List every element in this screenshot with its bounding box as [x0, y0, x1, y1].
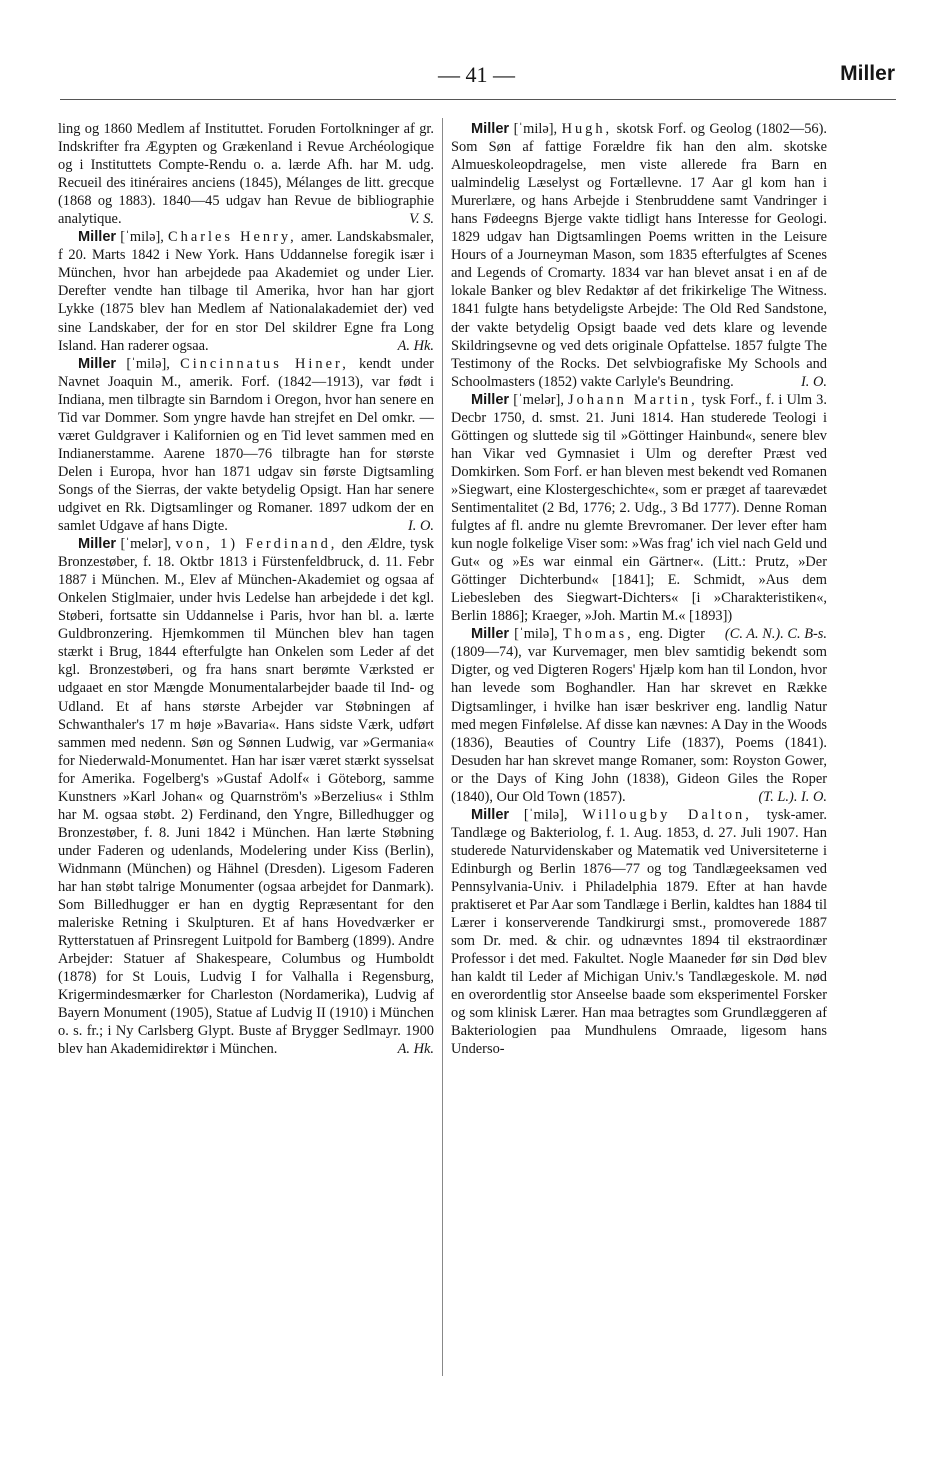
entry-hugh-miller: [451, 120, 827, 391]
entry-name: von, 1) Ferdinand,: [175, 536, 338, 553]
page-header: [58, 58, 895, 94]
entry-name: Johann Martin,: [568, 391, 698, 408]
entry-signature: I. O.: [408, 518, 434, 535]
entry-thomas-miller: [451, 625, 827, 805]
entry-pronunciation: [ˈmilə],: [513, 121, 558, 137]
entry-signature: (T. L.). I. O.: [758, 788, 827, 805]
entry-charles-henry-miller: [58, 228, 434, 354]
entry-text: amer. Landskabsmaler, f 20. Marts 1842 i New York. Hans Uddannelse foregik især i München, hvor han arbejdede paa Akademiet og under Lier. Derefter vendte han tilbage til Amerika, hvor han har gjort Lykke (1875 blev han Medlem af Nationalakademiet der) ved sine Landskaber, der for en stor Del skildrer Egne fra Long Island. Han raderer ogsaa.: [58, 229, 434, 354]
entry-name: Hugh,: [561, 121, 613, 137]
entry-text: tysk Forf., f. i Ulm 3. Decbr 1750, d. smst. 21. Juni 1814. Han studerede Teologi i Göttingen og sluttede sig til »Göttinger Hainbund«, senere blev han Vikar ved Gymnasiet i Ulm og derefter Præst ved Domkirken. Som Forf. er han bleven mest bekendt ved Romanen »Siegwart, eine Klostergeschichte«, som er præget af taarevædet Sentimentalitet (2 Bd, 1776; 2. Udg., 3 Bd 1777). Denne Roman fulgtes af fl. andre nu glemte Brevromaner. Der lever efter ham kun nogle folkelige Viser som: »Was frag' ich viel nach Geld und Gut« og »Es war einmal ein Gärtner«. (Litt.: Prutz, »Der Göttinger Dichterbund« [1841]; E. Schmidt, »Aus dem Liebesleben des Siegwart-Dichters« [i »Charakteristiken«, Berlin 1886]; Kraeger, »Joh. Martin M.« [1893]): [451, 391, 827, 625]
continued-entry: [58, 120, 434, 228]
entry-willougby-miller: [451, 806, 827, 1059]
entry-headword: Miller: [471, 391, 510, 408]
entry-text: den Ældre, tysk Bronzestøber, f. 18. Oktbr 1813 i Fürstenfeldbruck, d. 11. Febr 1887 i München. M., Elev af München-Akademiet og ogsaa af Onkelen Stiglmaier, under hvis Ledelse han arbejdede i det kgl. Støberi, fortsatte sin Uddannelse i Paris, hvor han bl. a. lærte Guldbronzering. Hjemkommen til München blev han tagen stærkt i Brug, 1844 efterfulgte han Onkelen som Leder af det kgl. Bronzestøberi, og fra hans snart berømte Værksted er udgaaet en stor Mængde Monumentalarbejder baade til Ind- og Udland. Et af hans største Arbejder var Støbningen af Schwanthaler's 17 m høje »Bavaria«. Hans sidste Værk, udført sammen med nedenn. Søn og Sønnen Ludwig, var »Germania« for Niederwald-Monumentet. Han har især været stærkt sysselsat for Amerika. Fogelberg's »Gustaf Adolf« i Göteborg, samme Kunstners »Karl Johan« og Quarnström's »Berzelius« i Sthlm har M. ogsaa støbt. 2) Ferdinand, den Yngre, Billedhugger og Bronzestøber, f. 8. Juni 1842 i München. Han lærte Støbning under Faderen og udenlands, Modelering under Kiss (Berlin), Widnmann (München) og Hähnel (Dresden). Ligesom Faderen har han støbt talrige Monumenter (ogsaa arbejdet for Danmark). Som Billedhugger er han en dygtig Repræsentant for den maleriske Retning i Skulpturen. Et af hans Hovedværker er Rytterstatuen af Prinsregent Luitpold for Bamberg (1899). Andre Arbejder: Statuer af Shakespeare, Columbus og Humboldt (1878) for St Louis, Ludvig I for Valhalla i Regensburg, Krigermindesmærker for Charleston (Nordamerika), Ludvig af Bayern Monument (1905), Statue af Ludvig II (1910) i München o. s. fr.; i Ny Carlsberg Glypt. Buste af Brygger Sedlmayr. 1900 blev han Akademidirektør i München.: [58, 536, 434, 1058]
running-head: Miller: [840, 62, 895, 85]
entry-signature: V. S.: [409, 211, 434, 228]
entry-name: Thomas,: [562, 626, 634, 643]
entry-pronunciation: [ˈmilə],: [120, 229, 164, 246]
header-rule: [60, 99, 896, 100]
entry-headword: Miller: [471, 806, 510, 823]
entry-headword: Miller: [78, 229, 117, 246]
entry-text: eng. Digter (1809—74), var Kurvemager, men blev samtidig bekendt som Digter, og ved Digteren Rogers' Hjælp kom han til London, hvor han levede som Boghandler. Han har skrevet en Række Digtsamlinger, i hvilke han især beskriver eng. landlig Natur med megen Finfølelse. Af disse kan nævnes: A Day in the Woods (1836), Beauties of Country Life (1837), Poems (1841). Desuden har han skrevet mange Romaner, som: Royston Gower, or the Days of King John (1838), Gideon Giles the Roper (1840), Our Old Town (1857).: [451, 626, 827, 805]
entry-text: skotsk Forf. og Geolog (1802—56). Som Søn af fattige Forældre fik han den alm. skotske Almueskoleopdragelse, men viste allerede fra Barn en ualmindelig Læselyst og Fortællevne. 17 Aar gl kom han i Murerlære, og hans Arbejde i Stenbruddene samt Vandringer i hans Fødeegns Bjerge vakte tidligt hans Interesse for Geologi. 1829 udgav han Digtsamlingen Poems written in the Leisure Hours of a Journeyman Mason, som 1835 efterfulgtes af Scenes and Legends of Cromarty. 1834 var han blevet ansat i en af de lokale Banker og blev Redaktør af det frikirkelige The Witness. 1841 fulgte hans betydeligste Arbejde: The Old Red Sandstone, der vakte betydelig Opsigt baade ved dets klare og levende Skildringsevne og ved dets originale Opfattelse. 1857 fulgte The Testimony of the Rocks. Det selvbiografiske My Schools and Schoolmasters (1852) vakte Carlyle's Beundring.: [451, 121, 827, 390]
left-column: [58, 120, 434, 1392]
entry-name: Cincinnatus Hiner,: [180, 355, 349, 372]
entry-signature: I. O.: [801, 373, 827, 390]
entry-pronunciation: [ˈmilə],: [126, 355, 170, 372]
entry-headword: Miller: [78, 355, 117, 372]
entry-headword: Miller: [78, 536, 117, 553]
entry-text: ling og 1860 Medlem af Instituttet. Foruden Fortolkninger af gr. Indskrifter fra Ægypten og Grækenland i Revue Archéologique og i Instituttets Compte-Rendu o. a. lærde Afh. har M. udg. Recueil des itinéraires anciens (1845), Mélanges de litt. grecque (1868 og 1883). 1840—45 udgav han Revue de bibliographie analytique.: [58, 121, 434, 228]
entry-name: Charles Henry,: [168, 229, 297, 246]
entry-pronunciation: [ˈmilə],: [514, 626, 558, 643]
entry-name: Willougby Dalton,: [582, 806, 752, 823]
page-number: — 41 —: [438, 62, 515, 87]
entry-signature: (C. A. N.). C. B-s.: [724, 626, 827, 643]
entry-headword: Miller: [471, 121, 510, 137]
entry-headword: Miller: [471, 626, 510, 643]
entry-text: tysk-amer. Tandlæge og Bakteriolog, f. 1. Aug. 1853, d. 27. Juli 1907. Han studerede Naturvidenskaber og Matematik ved Universiteterne i Edinburgh og Berlin 1876—77 og tog Tandlægeeksamen ved Pennsylvania-Univ. i Philadelphia 1879. Efter at han havde praktiseret et Par Aar som Tandlæge i Berlin, kaldtes han 1884 til Lærer i konserverende Tandkirurgi smst., promoverede 1887 som Dr. med. & chir. og udnævntes 1894 til ekstraordinær Professor i det med. Fakultet. Nogle Maaneder før sin Død blev han kaldt til Leder af Michigan Univ.'s Tandlægeskole. M. nød en overordentlig stor Anseelse baade som eksperimentel Forsker og som klinisk Lærer. Han maa betragtes som Grundlæggeren af Bakteriologien paa Mundhulens Omraade, ligesom hans Underso-: [451, 806, 827, 1058]
entry-text: kendt under Navnet Joaquin M., amerik. Forf. (1842—1913), var født i Indiana, men tilbragte sin Barndom i Oregon, hvor han senere en Tid var Dommer. Som yngre havde han strejfet en Del omkr. — været Guldgraver i Kalifornien og en Tid levet sammen med en Indianerstamme. Aarene 1870—76 tilbragte han for største Delen i Europa, hvor han 1871 udgav sin første Digtsamling Songs of the Sierras, der vakte betydelig Opsigt. Han har senere udgivet en Rk. Digtsamlinger og Romaner. 1897 udkom der en samlet Udgave af hans Digte.: [58, 355, 434, 535]
entry-pronunciation: [ˈmelər],: [120, 536, 172, 553]
entry-pronunciation: [ˈmilə],: [523, 806, 568, 823]
entry-cincinnatus-miller: [58, 355, 434, 535]
entry-ferdinand-miller: [58, 535, 434, 1058]
column-divider: [442, 118, 443, 1376]
entry-pronunciation: [ˈmelər],: [513, 391, 564, 408]
right-column: [451, 120, 827, 1392]
entry-signature: A. Hk.: [397, 337, 434, 354]
entry-signature: A. Hk.: [397, 1041, 434, 1058]
